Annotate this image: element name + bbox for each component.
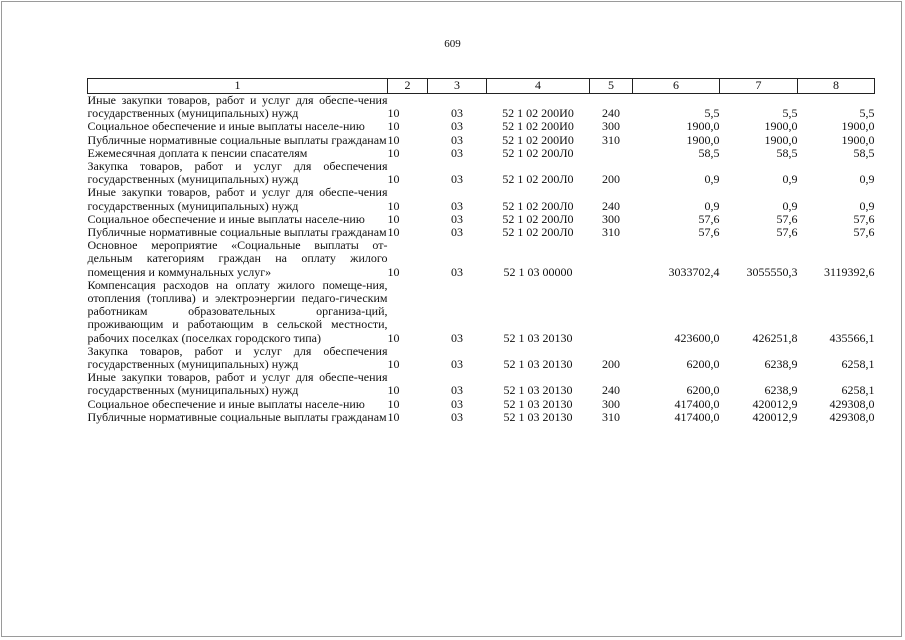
header-row [88, 79, 875, 94]
amount-col-8: 1900,0 [841, 119, 875, 134]
expense-type-code: 300 [602, 119, 620, 134]
amount-col-6: 423600,0 [674, 330, 720, 345]
amount-col-6: 0,9 [704, 172, 720, 187]
expense-type-code: 200 [602, 172, 620, 187]
expense-type-code [590, 239, 633, 279]
subsection-code: 03 [451, 264, 463, 279]
amount-col-6: 3033702,4 [668, 264, 720, 279]
column-header: 4 [487, 79, 590, 94]
amount-col-8: 6258,1 [841, 383, 875, 398]
subsection-code: 03 [451, 172, 463, 187]
target-article-code: 52 1 03 20130 [503, 357, 573, 372]
row-description: Социальное обеспечение и иные выплаты населе-нию [87, 211, 365, 226]
row-description: Иные закупки товаров, работ и услуг для обеспе-чения государственных (муниципальных) нужд [87, 185, 388, 213]
subsection-code: 03 [451, 211, 463, 226]
target-article-code: 52 1 02 200И0 [502, 119, 574, 134]
subsection-code: 03 [451, 225, 463, 240]
subsection-code: 03 [451, 330, 463, 345]
row-description: Социальное обеспечение и иные выплаты населе-нию [87, 396, 365, 411]
section-code: 10 [387, 172, 400, 187]
subsection-code: 03 [451, 132, 463, 147]
expense-type-code: 310 [602, 132, 620, 147]
section-code: 10 [387, 106, 400, 121]
target-article-code: 52 1 02 200Л0 [502, 145, 574, 160]
row-description: Иные закупки товаров, работ и услуг для обеспе-чения государственных (муниципальных) нужд [87, 93, 388, 121]
subsection-code: 03 [451, 383, 463, 398]
amount-col-6: 1900,0 [686, 119, 720, 134]
expense-type-code: 310 [602, 225, 620, 240]
amount-col-6: 58,5 [698, 145, 720, 160]
row-description: Компенсация расходов на оплату жилого помеще-ния, отопления (топлива) и электроэнергии педаго-гическим работникам образовательных организа-ций, проживающим и работающим в сельской местности, рабочих поселках (поселках городского типа) [87, 277, 388, 345]
section-code: 10 [387, 225, 400, 240]
amount-col-8: 6258,1 [841, 357, 875, 372]
target-article-code: 52 1 02 200И0 [502, 106, 574, 121]
target-article-code: 52 1 03 20130 [503, 330, 573, 345]
section-code: 10 [387, 132, 400, 147]
amount-col-8: 57,6 [853, 225, 875, 240]
expense-type-code: 300 [602, 211, 620, 226]
row-description: Закупка товаров, работ и услуг для обеспечения государственных (муниципальных) нужд [87, 159, 388, 187]
amount-col-8: 0,9 [859, 172, 875, 187]
amount-col-8: 1900,0 [841, 132, 875, 147]
column-header: 3 [428, 79, 487, 94]
section-code: 10 [387, 357, 400, 372]
subsection-code: 03 [451, 409, 463, 424]
amount-col-8: 0,9 [859, 198, 875, 213]
column-header: 1 [88, 79, 388, 94]
row-description: Публичные нормативные социальные выплаты гражданам [87, 132, 387, 147]
section-code: 10 [387, 145, 400, 160]
expense-type-code: 310 [602, 409, 620, 424]
amount-col-7: 58,5 [776, 145, 798, 160]
amount-col-6: 0,9 [704, 198, 720, 213]
page-number: 609 [444, 38, 461, 50]
expense-type-code: 240 [602, 383, 620, 398]
section-code: 10 [387, 198, 400, 213]
amount-col-7: 1900,0 [764, 132, 798, 147]
column-header: 8 [798, 79, 875, 94]
budget-table [87, 78, 875, 424]
target-article-code: 52 1 03 20130 [503, 409, 573, 424]
expense-type-code: 240 [602, 198, 620, 213]
table-row [88, 120, 875, 133]
amount-col-8: 435566,1 [829, 330, 875, 345]
target-article-code: 52 1 03 20130 [503, 396, 573, 411]
target-article-code: 52 1 02 200И0 [502, 132, 574, 147]
amount-col-7: 420012,9 [752, 396, 798, 411]
amount-col-8: 3119392,6 [823, 264, 875, 279]
expense-type-code [590, 147, 633, 160]
table-row [88, 411, 875, 424]
amount-col-8: 5,5 [859, 106, 875, 121]
column-header: 5 [590, 79, 633, 94]
amount-col-7: 6238,9 [764, 383, 798, 398]
amount-col-8: 58,5 [853, 145, 875, 160]
subsection-code: 03 [451, 396, 463, 411]
table-row [88, 279, 875, 345]
subsection-code: 03 [451, 145, 463, 160]
section-code: 10 [387, 119, 400, 134]
amount-col-7: 1900,0 [764, 119, 798, 134]
row-description: Закупка товаров, работ и услуг для обеспечения государственных (муниципальных) нужд [87, 343, 388, 372]
section-code: 10 [387, 383, 400, 398]
amount-col-7: 0,9 [782, 198, 798, 213]
table-row [88, 160, 875, 186]
column-header: 6 [633, 79, 720, 94]
amount-col-6: 57,6 [698, 225, 720, 240]
section-code: 10 [387, 396, 400, 411]
amount-col-6: 1900,0 [686, 132, 720, 147]
target-article-code: 52 1 02 200Л0 [502, 225, 574, 240]
row-description: Основное мероприятие «Социальные выплаты от-дельным категориям граждан на оплату жилого помещения и коммунальных услуг» [87, 238, 388, 279]
target-article-code: 52 1 03 20130 [503, 383, 573, 398]
table-row [88, 371, 875, 397]
column-header: 7 [720, 79, 798, 94]
amount-col-6: 6200,0 [686, 383, 720, 398]
amount-col-8: 57,6 [853, 211, 875, 226]
table-row [88, 186, 875, 212]
section-code: 10 [387, 409, 400, 424]
amount-col-6: 57,6 [698, 211, 720, 226]
expense-type-code: 300 [602, 396, 620, 411]
target-article-code: 52 1 02 200Л0 [502, 198, 574, 213]
amount-col-8: 429308,0 [829, 396, 875, 411]
amount-col-7: 57,6 [776, 211, 798, 226]
table-row [88, 239, 875, 279]
table-row [88, 398, 875, 411]
amount-col-6: 417400,0 [674, 409, 720, 424]
table-row [88, 94, 875, 121]
row-description: Публичные нормативные социальные выплаты гражданам [87, 409, 387, 424]
row-description: Социальное обеспечение и иные выплаты населе-нию [87, 119, 365, 134]
row-description: Иные закупки товаров, работ и услуг для обеспе-чения государственных (муниципальных) нужд [87, 370, 388, 398]
subsection-code: 03 [451, 106, 463, 121]
column-header: 2 [388, 79, 428, 94]
amount-col-8: 429308,0 [829, 409, 875, 424]
amount-col-7: 0,9 [782, 172, 798, 187]
subsection-code: 03 [451, 198, 463, 213]
table-row [88, 345, 875, 371]
expense-type-code: 200 [602, 357, 620, 372]
subsection-code: 03 [451, 357, 463, 372]
amount-col-7: 420012,9 [752, 409, 798, 424]
amount-col-6: 417400,0 [674, 396, 720, 411]
amount-col-7: 6238,9 [764, 357, 798, 372]
section-code: 10 [387, 264, 400, 279]
target-article-code: 52 1 02 200Л0 [502, 172, 574, 187]
row-description: Публичные нормативные социальные выплаты гражданам [87, 225, 387, 240]
table-row [88, 134, 875, 147]
amount-col-7: 3055550,3 [746, 264, 798, 279]
expense-type-code: 240 [602, 106, 620, 121]
target-article-code: 52 1 02 200Л0 [502, 211, 574, 226]
row-description: Ежемесячная доплата к пенсии спасателям [87, 145, 308, 160]
expense-type-code [590, 279, 633, 345]
table-body [88, 94, 875, 425]
target-article-code: 52 1 03 00000 [503, 264, 573, 279]
section-code: 10 [387, 330, 400, 345]
section-code: 10 [387, 211, 400, 226]
amount-col-6: 6200,0 [686, 357, 720, 372]
amount-col-6: 5,5 [704, 106, 720, 121]
amount-col-7: 5,5 [782, 106, 798, 121]
amount-col-7: 426251,8 [752, 330, 798, 345]
amount-col-7: 57,6 [776, 225, 798, 240]
subsection-code: 03 [451, 119, 463, 134]
